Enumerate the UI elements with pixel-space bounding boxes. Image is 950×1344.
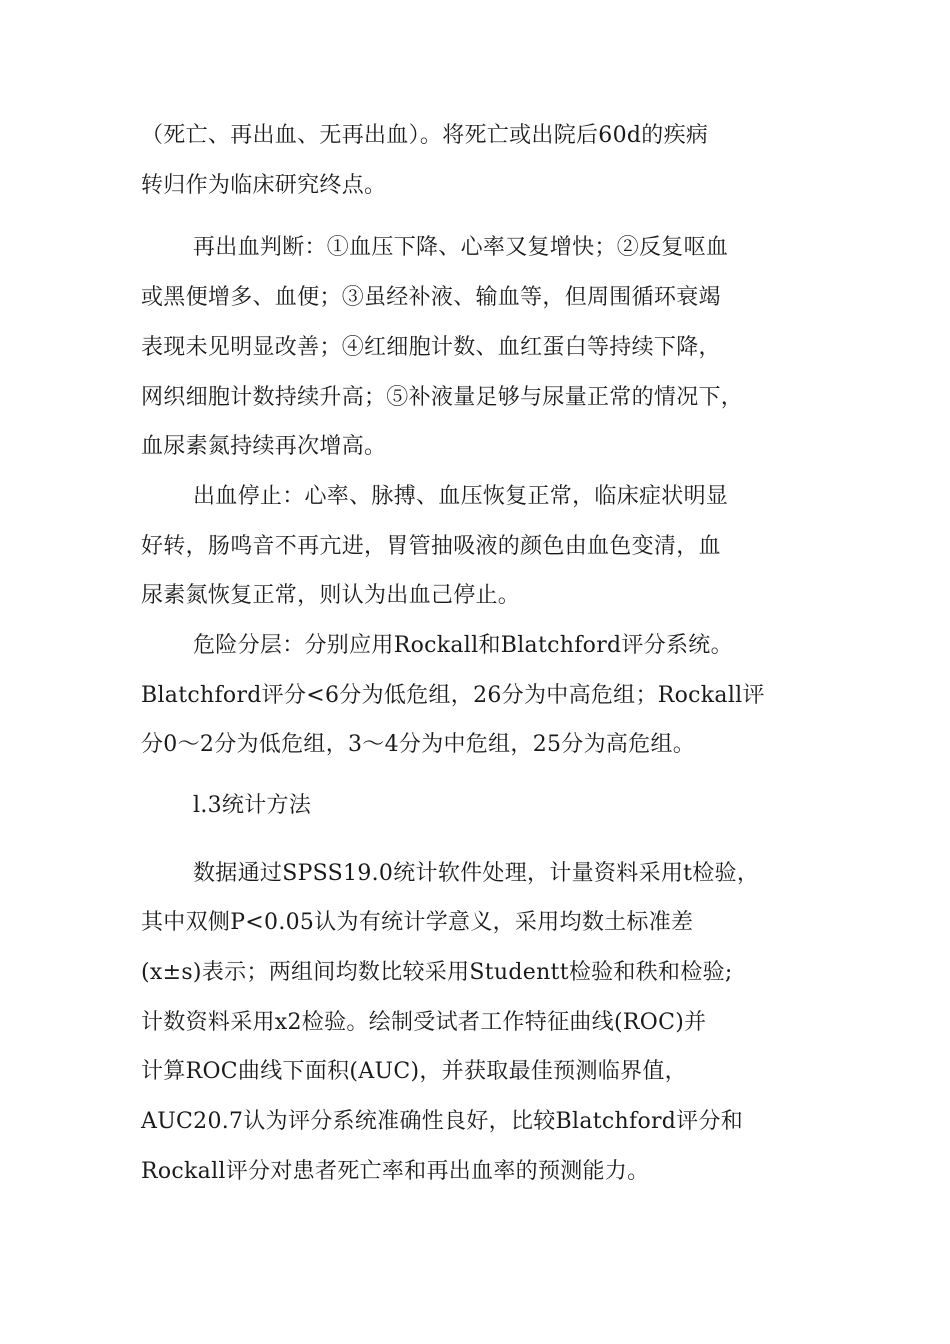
text-line: AUC20.7认为评分系统准确性良好，比较Blatchford评分和 — [141, 1109, 744, 1134]
text-line: 其中双侧P<0.05认为有统计学意义，采用均数土标准差 — [141, 910, 694, 935]
text-line: 表现未见明显改善；④红细胞计数、血红蛋白等持续下降， — [141, 335, 721, 360]
text-line: 数据通过SPSS19.0统计软件处理，计量资料采用t检验， — [193, 861, 760, 886]
text-line: Blatchford评分<6分为低危组，26分为中高危组；Rockall评 — [141, 683, 765, 708]
section-heading: l.3统计方法 — [193, 793, 312, 818]
text-line: 分0〜2分为低危组，3〜4分为中危组，25分为高危组。 — [141, 732, 696, 757]
text-line: 计算ROC曲线下面积(AUC)，并获取最佳预测临界值， — [141, 1059, 687, 1084]
text-line: 网织细胞计数持续升高；⑤补液量足够与尿量正常的情况下， — [141, 385, 744, 410]
text-line: 转归作为临床研究终点。 — [141, 173, 387, 198]
text-line: 再出血判断：①血压下降、心率又复增快；②反复呕血 — [193, 235, 729, 260]
text-line: 计数资料采用x2检验。绘制受试者工作特征曲线(ROC)并 — [141, 1010, 707, 1035]
text-line: 尿素氮恢复正常，则认为出血己停止。 — [141, 583, 521, 608]
text-line: 好转，肠鸣音不再亢进，胃管抽吸液的颜色由血色变清，血 — [141, 534, 721, 559]
text-line: (x±s)表示；两组间均数比较采用Studentt检验和秩和检验; — [141, 960, 733, 985]
text-line: 或黑便增多、血便；③虽经补液、输血等，但周围循环衰竭 — [141, 285, 721, 310]
text-line: 血尿素氮持续再次增高。 — [141, 434, 387, 459]
text-line: Rockall评分对患者死亡率和再出血率的预测能力。 — [141, 1159, 650, 1184]
text-line: 出血停止：心率、脉搏、血压恢复正常，临床症状明显 — [193, 484, 729, 509]
text-line: 危险分层：分别应用Rockall和Blatchford评分系统。 — [193, 633, 733, 658]
text-line: （死亡、再出血、无再出血）。将死亡或出院后60d的疾病 — [141, 123, 709, 148]
